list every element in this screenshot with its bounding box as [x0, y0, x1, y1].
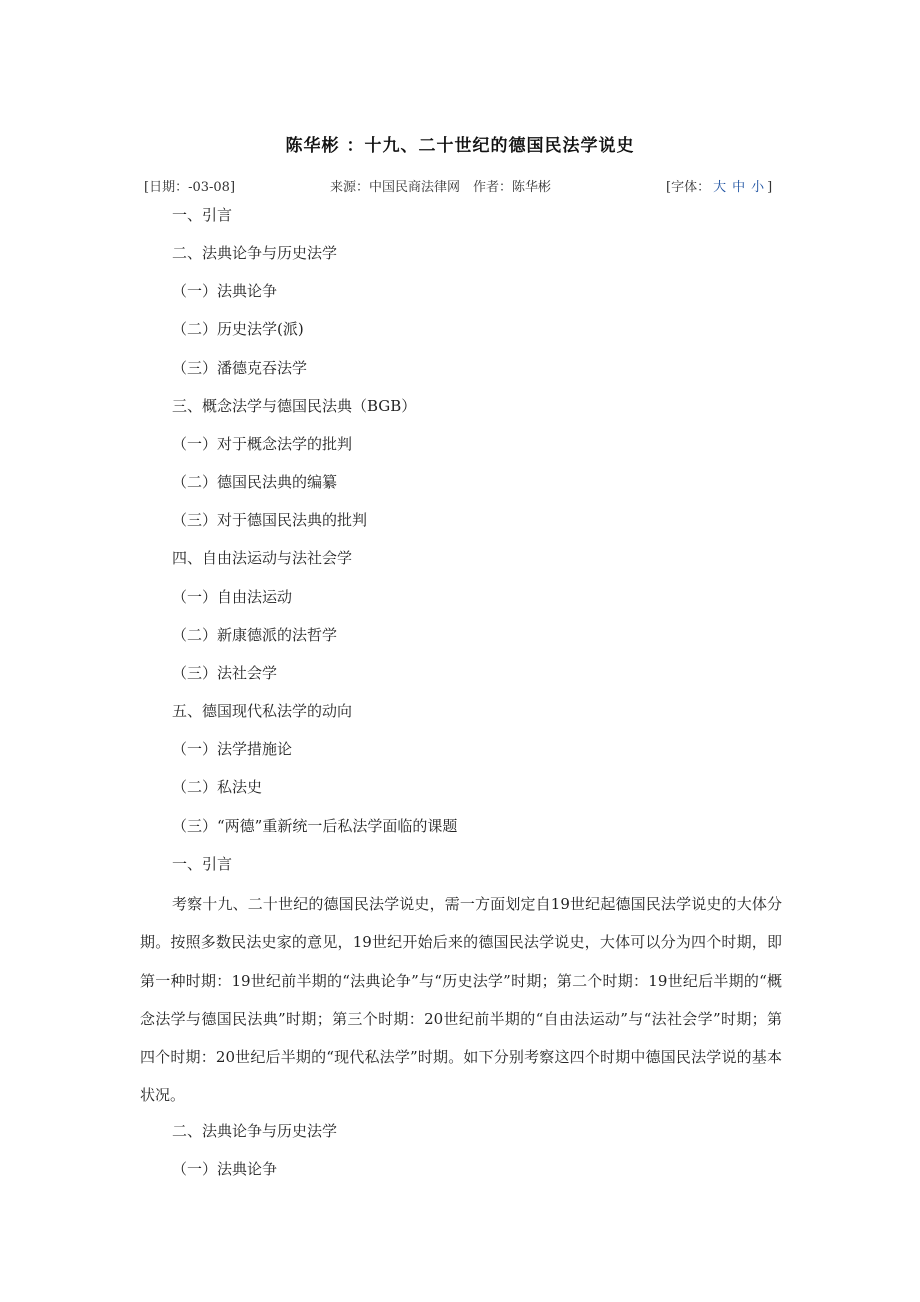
subsection-heading: （一）法典论争 — [172, 1160, 278, 1178]
section-heading-intro: 一、引言 — [172, 855, 233, 873]
article-title: 陈华彬 ：十九、二十世纪的德国民法学说史 — [285, 136, 635, 156]
toc-item: （三）法社会学 — [172, 664, 278, 682]
font-size-small-link[interactable]: 小 — [751, 180, 765, 195]
toc-item: （三）“两德”重新统一后私法学面临的课题 — [172, 817, 458, 835]
toc-item: （一）法学措施论 — [172, 740, 293, 758]
section-heading: 二、法典论争与历史法学 — [172, 1122, 338, 1140]
toc-item: （三）对于德国民法典的批判 — [172, 511, 368, 529]
font-size-prefix: [字体： — [666, 180, 711, 195]
toc-item: 四、自由法运动与法社会学 — [172, 549, 353, 567]
toc-item: 二、法典论争与历史法学 — [172, 244, 338, 262]
toc-item: 三、概念法学与德国民法典（BGB） — [172, 397, 417, 415]
font-size-medium-link[interactable]: 中 — [732, 180, 746, 195]
font-size-large-link[interactable]: 大 — [713, 180, 727, 195]
intro-paragraph: 考察十九、二十世纪的德国民法学说史，需一方面划定自19世纪起德国民法学说史的大体分期。按照多数民法史家的意见，19世纪开始后来的德国民法学说史，大体可以分为四个时期，即第一种时期：19世纪前半期的“法典论争”与“历史法学”时期；第二个时期：19世纪后半期的“概念法学与德国民法典”时期；第三个时期：20世纪前半期的“自由法运动”与“法社会学”时期；第四个时期：20世纪后半期的“现代私法学”时期。如下分别考察这四个时期中德国民法学说的基本状况。 — [140, 895, 782, 1105]
font-size-suffix: ] — [767, 180, 773, 195]
toc-item: 五、德国现代私法学的动向 — [172, 702, 353, 720]
toc-item: （一）对于概念法学的批判 — [172, 435, 353, 453]
article-source-author: 来源：中国民商法律网 作者：陈华彬 — [330, 180, 552, 195]
font-size-selector — [666, 176, 772, 195]
toc-item: （一）法典论争 — [172, 282, 278, 300]
toc-item: 一、引言 — [172, 206, 233, 224]
toc-item: （二）德国民法典的编纂 — [172, 473, 338, 491]
toc-item: （二）历史法学(派) — [172, 320, 304, 338]
toc-item: （三）潘德克吞法学 — [172, 359, 308, 377]
toc-item: （二）新康德派的法哲学 — [172, 626, 338, 644]
toc-item: （一）自由法运动 — [172, 588, 293, 606]
article-date: [日期：-03-08] — [144, 180, 236, 195]
toc-item: （二）私法史 — [172, 778, 263, 796]
